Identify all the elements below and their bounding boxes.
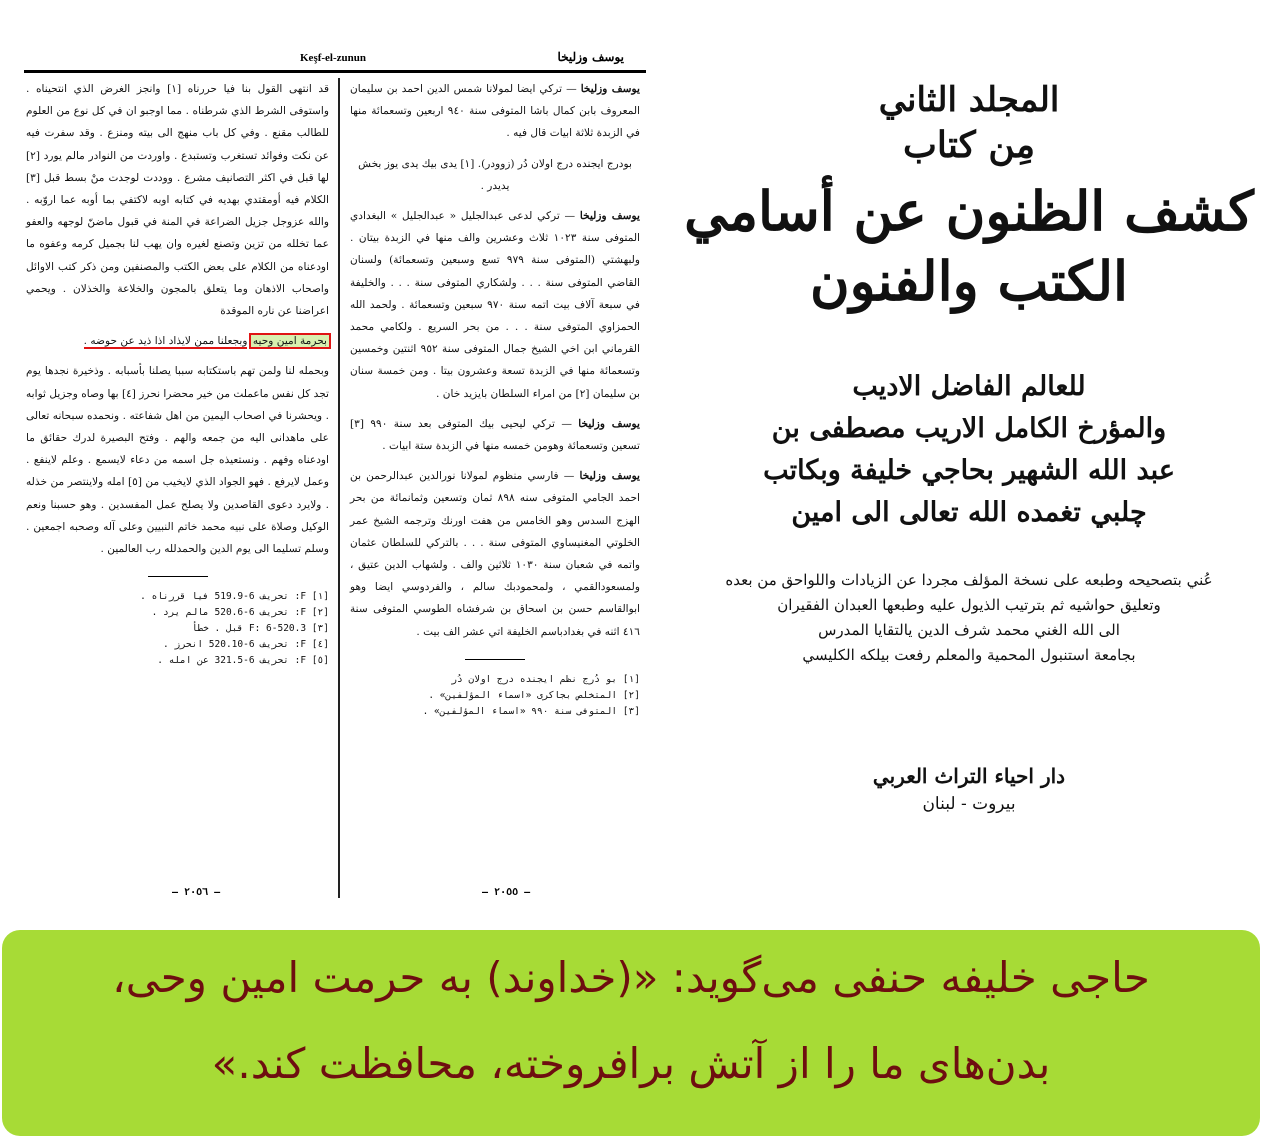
entry-text: — تركي ايضا لمولانا شمس الدين احمد بن سليمان المعروف بابن كمال باشا المتوفى سنة ٩٤٠ اربعين وتسعمائة منها في الزبدة ثلاثة ابيات قال فيه . — [350, 83, 640, 140]
entry-text: — تركي ليحيى بيك المتوفى بعد سنة ٩٩٠ [٣] تسعين وتسعمائة وهومن خمسه منها في الزبدة ستة ابيات . — [350, 417, 640, 453]
entry — [350, 78, 640, 145]
highlight-underlined: وبجعلنا ممن لايذاد اذا ذيد عن حوضه . — [83, 335, 248, 348]
footnote: [٢] المتخلص بجاكرى «اسماء المؤلفين» . — [428, 689, 640, 701]
book-title: كشف الظنون عن أسامي الكتب والفنون — [684, 179, 1254, 313]
left-paragraph-1: قد انتهى القول بنا فيا حررناه [١] وانجز الغرض الذي انتحيناه . واستوفى الشرط الذي شرطناه . مما اوجبو ان في كل نوع من العلوم للطالب مقنع . وفي كل باب منهج الى بيته ومنزع . وقد سفرت فيه عن نكت وفوائد تستغرب وتستبدع . واوردت من النوادر مالم يورد [٢] لها قبل في اكثر التصانيف مشرع . ووددت لوجدت منْ بسط قبل [٣] الكلام فيه أومقتدي بهديه في كتابه اوبه لاكتفي بما أوبه عما اروّبه . والله عزوجل جزيل الضراعة في المنة في قبول ماضنّ لوجهه والعفو عما تخلله من تزين وتصنع لغيره وان يهب لنا بجميل كرمه وعفوه ما اودعناه من الكلام على بعض الكتب والمصنفين ومن ذكر كتب الاوائل واصحاب الاذهان وما يتعلق بالمجون والخلاعة والخذلان . ويحمي اعراضنا عن ناره الموقدة — [26, 83, 330, 318]
caption-line-2: بدن‌های ما را از آتش برافروخته، محافظت کند.» — [211, 1039, 1051, 1088]
caption-line-1: حاجی خلیفه حنفی می‌گوید: «(خداوند) به حرمت امین وحی، — [112, 953, 1150, 1002]
left-page-number: — ٢٠٥٦ — — [172, 887, 221, 898]
highlighted-passage — [26, 330, 329, 352]
footnote-separator — [148, 576, 208, 577]
edition-note — [676, 568, 1262, 668]
author-line: عبد الله الشهير بحاجي خليفة وبكاتب — [763, 455, 1175, 486]
entry-head: يوسف وزليخا — [580, 83, 640, 95]
entry — [350, 205, 640, 405]
edition-line: الى الله الغني محمد شرف الدين يالتقايا المدرس — [818, 621, 1120, 639]
entry — [350, 465, 640, 643]
footnote: [٤] F: تحريف 6-520.10 انحرز . — [163, 639, 329, 651]
column-divider — [338, 78, 340, 898]
scanned-page — [12, 40, 662, 910]
running-header — [30, 52, 644, 70]
edition-line: بجامعة استنبول المحمية والمعلم رفعت بيلكه الكليسي — [802, 646, 1136, 664]
left-paragraph-2: وبحمله لنا ولمن تهم باستكتابه سببا يصلنا بأسبابه . وذخيرة نجدها يوم تجد كل نفس ماعملت من خير محضرا نحرز [٤] بها وصاه وجزيل ثوابه . ويحشرنا في اصحاب اليمين من اهل شفاعته . ونحمده سبحانه تعالى على ماهدانى اليه من جمعه والهم . وفتح البصيرة لدرك حقائق ما اودعناه وفهم . ونستعيذه جل اسمه من دعاء لايسمع . وعلم لاينفع . وعمل لايرفع . فهو الجواد الذي لايخيب من [٥] امله ولاينتصر من خذله . ولايرد دعوى القاصدين ولا يصلح عمل المفسدين . وهو حسبنا ونعم الوكيل وصلاة على نبيه محمد خاتم النبيين وعلى آله وصحبه اجمعين . وسلم تسليما الى يوم الدين والحمدلله رب العالمين . — [26, 365, 329, 556]
publisher-city: بيروت - لبنان — [922, 794, 1016, 814]
header-latin: Keşf-el-zunun — [300, 52, 366, 64]
caption-banner — [2, 930, 1260, 1136]
left-footnotes — [26, 589, 329, 669]
entry-text: — فارسي منظوم لمولانا نورالدين عبدالرحمن بن احمد الجامي المتوفى سنه ٨٩٨ ثمان وتسعين وثمانمائة من بحر الهزج السدس وهو الخامس من هفت اورنك وترجمه الشيخ عمر الخلوتي المغنيساوي المتوفى سنة . . . بالتركي للسلطان عثمان واتمه في شعبان سنة ١٠٣٠ ثلاثين والف . ولشهاب الدين عتيق ، ولمسعودالقمي ، ولمحمودبك سالم ، والفردوسي ايضا وهو ابوالقاسم حسن بن اسحاق بن شرفشاه الطوسي المتوفى سنة ٤١٦ اثنه في بغدادباسم الخليفة اتي عشر الف بيت . — [350, 470, 641, 638]
title-page — [676, 60, 1262, 900]
author-line: چلبي تغمده الله تعالى الى امين — [791, 497, 1147, 528]
entry-text: بودرج ايجنده درج اولان دُر (زوودر). [١] يدى بيك يدى يوز بخش يديدر . — [358, 157, 632, 192]
highlight-boxed: بحرمة امين وحيه — [252, 335, 327, 348]
author-line: للعالم الفاضل الاديب — [852, 371, 1086, 402]
entry — [350, 153, 640, 197]
left-column — [26, 78, 329, 669]
publisher: دار احياء التراث العربي — [872, 764, 1066, 788]
footnote: [١] F: تحريف 6-519.9 فيا قررناه . — [140, 591, 329, 603]
footnote: [١] بو دُرج نظم ايجنده درج اولان دُر — [451, 673, 640, 685]
entry-head: يوسف وزليخا — [579, 470, 640, 483]
entry-head: يوسف وزليخا — [579, 210, 640, 223]
footnote: [٢] F: تحريف 6-520.6 مالم يرد . — [151, 607, 329, 619]
entry-head: يوسف وزليخا — [578, 417, 640, 430]
edition-line: عُني بتصحيحه وطبعه على نسخة المؤلف مجردا عن الزيادات واللواحق من بعده — [725, 571, 1213, 589]
right-page-number: — ٢٠٥٥ — — [482, 887, 531, 898]
header-arabic: يوسف وزليخا — [557, 50, 624, 64]
author-line: والمؤرخ الكامل الاريب مصطفى بن — [771, 413, 1167, 444]
footnote: [٥] F: تحريف 6-321.5 عن امله . — [157, 655, 329, 667]
volume-label: المجلد الثاني — [878, 80, 1060, 120]
footnote-separator — [465, 659, 525, 660]
author-block — [676, 366, 1262, 534]
footnote: [٣] F: 6-520.3 قبل . خطأ — [191, 623, 329, 635]
min-kitab: مِن كتاب — [902, 124, 1036, 166]
right-column — [350, 78, 640, 720]
header-rule — [24, 70, 646, 73]
footnote: [٣] المتوفى سنة ٩٩٠ «اسماء المؤلفين» . — [422, 705, 640, 717]
entry — [350, 413, 640, 457]
edition-line: وتعليق حواشيه ثم بترتيب الذيول عليه وطبعها العبدان الفقيران — [777, 596, 1161, 614]
right-footnotes — [350, 672, 640, 720]
entry-text: — تركي لدعى عبدالجليل « عبدالجليل » البغدادي المتوفى سنة ١٠٢٣ ثلاث وعشرين والف منها في الزبدة بيتان . ولبهشتي (المتوفى سنة ٩٧٩ تسع وسبعين وتسعمائة) ولسنان القاضي المتوفى سنة . . . ولشكاري المتوفى سنة . . . والخليفة في سبعة آلاف بيت اتمه سنة ٩٧٠ سبعين وتسعمائة . ولحمد الله الحمزاوي المتوفى سنة . . . من بحر السريع . ولكامي محمد القرماني ابن اخي الشيخ جمال المتوفى سنة ٩٥٢ اثنتين وخمسين وتسعمائة منها في الزبدة تسعة وعشرون بيتا . ومن خمسة سنان بن سليمان [٢] من امراء السلطان بايزيد خان . — [350, 210, 640, 400]
